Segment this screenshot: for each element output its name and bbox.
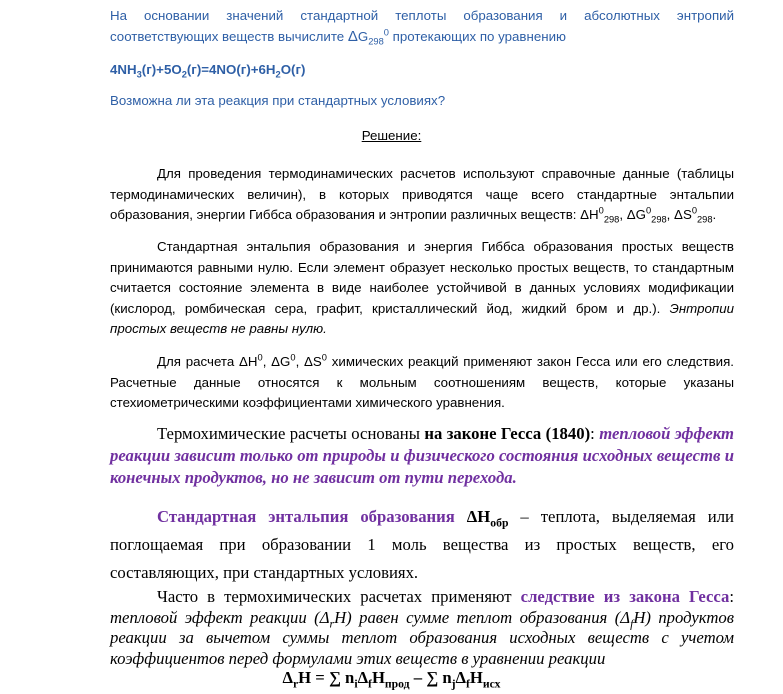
paragraph-hess-corollary: Часто в термохимических расчетах применяют следствие из закона Гесса: тепловой эффект реакции $(\Delta_rH)$ равен сумме теплот образования $(\Delta_fH)$ продуктов реакции за вычетом суммы теплот образования исходных веществ с учетом коэффициентов перед формулами этих веществ в уравнении реакции — [110, 587, 734, 668]
enthalpy-term: Стандартная энтальпия образования — [157, 507, 455, 526]
task-text-end: протекающих по уравнению — [388, 28, 566, 44]
g-symbol: G — [357, 28, 369, 44]
paragraph-hess-law: Термохимические расчеты основаны на законе Гесса (1840): тепловой эффект реакции зависит только от природы и физического состояния исходных веществ и конечных продуктов, но не зависит от пути перехода. — [110, 424, 735, 487]
hess-law-definition: тепловой эффект реакции зависит только от природы и физического состояния исходных веществ и конечных продуктов, но не зависит от пути перехода. — [110, 424, 735, 487]
entropy-note: Энтропии простых веществ не равны нулю. — [110, 300, 734, 336]
paragraph-enthalpy-definition: Стандартная энтальпия образования $\Delta H_{обр}$ – теплота, выделяемая или поглощаемая при образовании 1 моль вещества из простых веществ, его составляющих, при стандартных условиях. — [110, 507, 734, 582]
task-question: Возможна ли эта реакция при стандартных условиях? — [110, 93, 446, 108]
paragraph-hess-usage: Для расчета $\Delta H^0$, $\Delta G^0$, $\Delta S^0$ химических реакций применяют закон Гесса или его следствия. Расчетные данные относятся к мольным соотношениям веществ, которые указаны стехиометрическими коэффициентами химического уравнения. — [110, 352, 734, 410]
g-subscript: 298 — [368, 36, 384, 47]
corollary-term: следствие из закона Гесса — [520, 587, 730, 606]
task-text: На основании значений стандартной теплоты образования и абсолютных энтропий соответствующих веществ вычислите — [110, 8, 734, 44]
paragraph-reference-data: Для проведения термодинамических расчетов используют справочные данные (таблицы термодинамических величин), в которых приводятся чаще всего стандартные энтальпии образования, энергии Гиббса образования и энтропии различных веществ: $\Delta H^0_{298}$, $\Delta G^0_{298}$, $\Delta S^0_{298}$. — [110, 166, 734, 225]
delta-symbol: Δ — [347, 27, 358, 45]
task-statement — [110, 6, 734, 47]
g-superscript: 0 — [383, 27, 389, 38]
reaction-equation: $4NH_3(г)+5O_2(г)=4NO(г)+6H_2O(г)$ — [110, 62, 306, 80]
hess-law-term: на законе Гесса (1840) — [424, 424, 591, 443]
paragraph-simple-substances: Стандартная энтальпия образования и энергия Гиббса образования простых веществ принимаются равными нулю. Если элемент образует несколько простых веществ, то стандартным считается состояние элемента в виде наиболее устойчивой в данных условиях модификации (кислород, ромбическая сера, графит, кристаллический йод, жидкий бром и др.). Энтропии простых веществ не равны нулю. — [110, 239, 734, 336]
hess-formula: $\Delta_rH$ = ∑ $n_i\Delta_fH_{прод}$ – ∑ $n_j\Delta_fH_{исх}$ — [282, 668, 501, 691]
solution-heading: Решение: — [361, 128, 422, 143]
